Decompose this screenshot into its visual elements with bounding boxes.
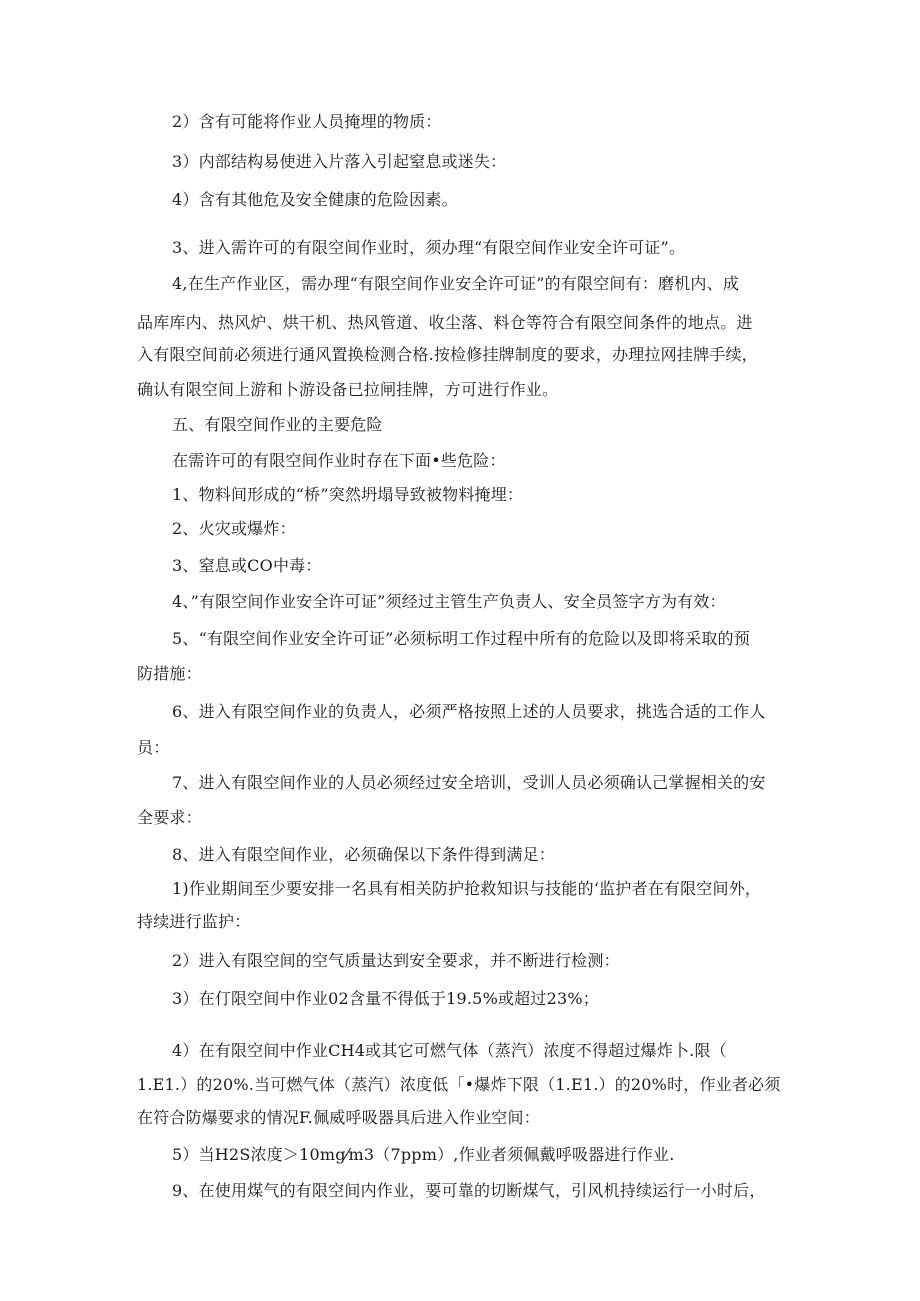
text-line: 4）含有其他危及安全健康的危险因素。 (172, 190, 458, 209)
text-line: 4、”有限空间作业安全许可证”须经过主管生产负责人、安全员签字方为有效： (172, 592, 726, 611)
text-line: 持续进行监护： (137, 912, 251, 931)
text-line: 入有限空间前必须进行通风置换检测合格.按检修挂牌制度的要求，办理拉网挂牌手续， (137, 345, 758, 364)
text-line: 在需许可的有限空间作业时存在下面•些危险： (172, 451, 506, 470)
section-heading: 五、有限空间作业的主要危险 (172, 415, 383, 434)
text-line: 5）当H2S浓度＞10mg⁄m3（7ppm）,作业者须佩戴呼吸器进行作业. (172, 1145, 675, 1164)
text-line: 1)作业期间至少要安排一名具有相关防护抢救知识与技能的‘监护者在有限空间外， (172, 879, 762, 898)
text-line: 5、“有限空间作业安全许可证”必须标明工作过程中所有的危险以及即将采取的预 (172, 629, 750, 648)
text-line: 4）在有限空间中作业CH4或其它可燃气体（蒸汽）浓度不得超过爆炸卜.限（ (172, 1041, 727, 1060)
text-line: 品库库内、热风炉、烘干机、热风管道、收尘落、料仓等符合有限空间条件的地点。进 (137, 313, 753, 332)
text-line: 全要求： (137, 808, 202, 827)
text-line: 9、在使用煤气的有限空间内作业，要可靠的切断煤气，引风机持续运行一小时后， (172, 1181, 766, 1200)
text-line: 2）含有可能将作业人员掩埋的物质： (172, 112, 442, 131)
text-line: 1、物料间形成的“桥”突然坍塌导致被物料掩埋： (172, 485, 524, 504)
text-line: 3、窒息或CO中毒： (172, 556, 322, 575)
text-line: 员： (137, 738, 170, 757)
text-line: 3、进入需许可的有限空间作业时，须办理“有限空间作业安全许可证”。 (172, 238, 686, 257)
text-line: 确认有限空间上游和卜游设备已拉闸挂牌，方可进行作业。 (137, 380, 559, 399)
text-line: 4,在生产作业区，需办理“有限空间作业安全许可证”的有限空间有：磨机内、成 (172, 274, 740, 293)
text-line: 在符合防爆要求的情况F.佩威呼吸器具后进入作业空间： (137, 1108, 540, 1127)
text-line: 7、进入有限空间作业的人员必须经过安全培训，受训人员必须确认己掌握相关的安 (172, 773, 766, 792)
text-line: 防措施： (137, 664, 202, 683)
text-line: 8、进入有限空间作业，必须确保以下条件得到满足： (172, 845, 555, 864)
text-line: 1.E1.）的20%.当可燃气体（蒸汽）浓度低「•爆炸下限（1.E1.）的20%时，作业者必须 (137, 1075, 781, 1094)
text-line: 2、火灾或爆炸： (172, 519, 296, 538)
text-line: 6、进入有限空间作业的负责人，必须严格按照上述的人员要求，挑选合适的工作人 (172, 702, 766, 721)
text-line: 3）在仃限空间中作业02含量不得低于19.5%或超过23%； (172, 989, 599, 1008)
text-line: 2）进入有限空间的空气质量达到安全要求，并不断进行检测： (172, 951, 620, 970)
text-line: 3）内部结构易使进入片落入引起窒息或迷失： (172, 152, 507, 171)
